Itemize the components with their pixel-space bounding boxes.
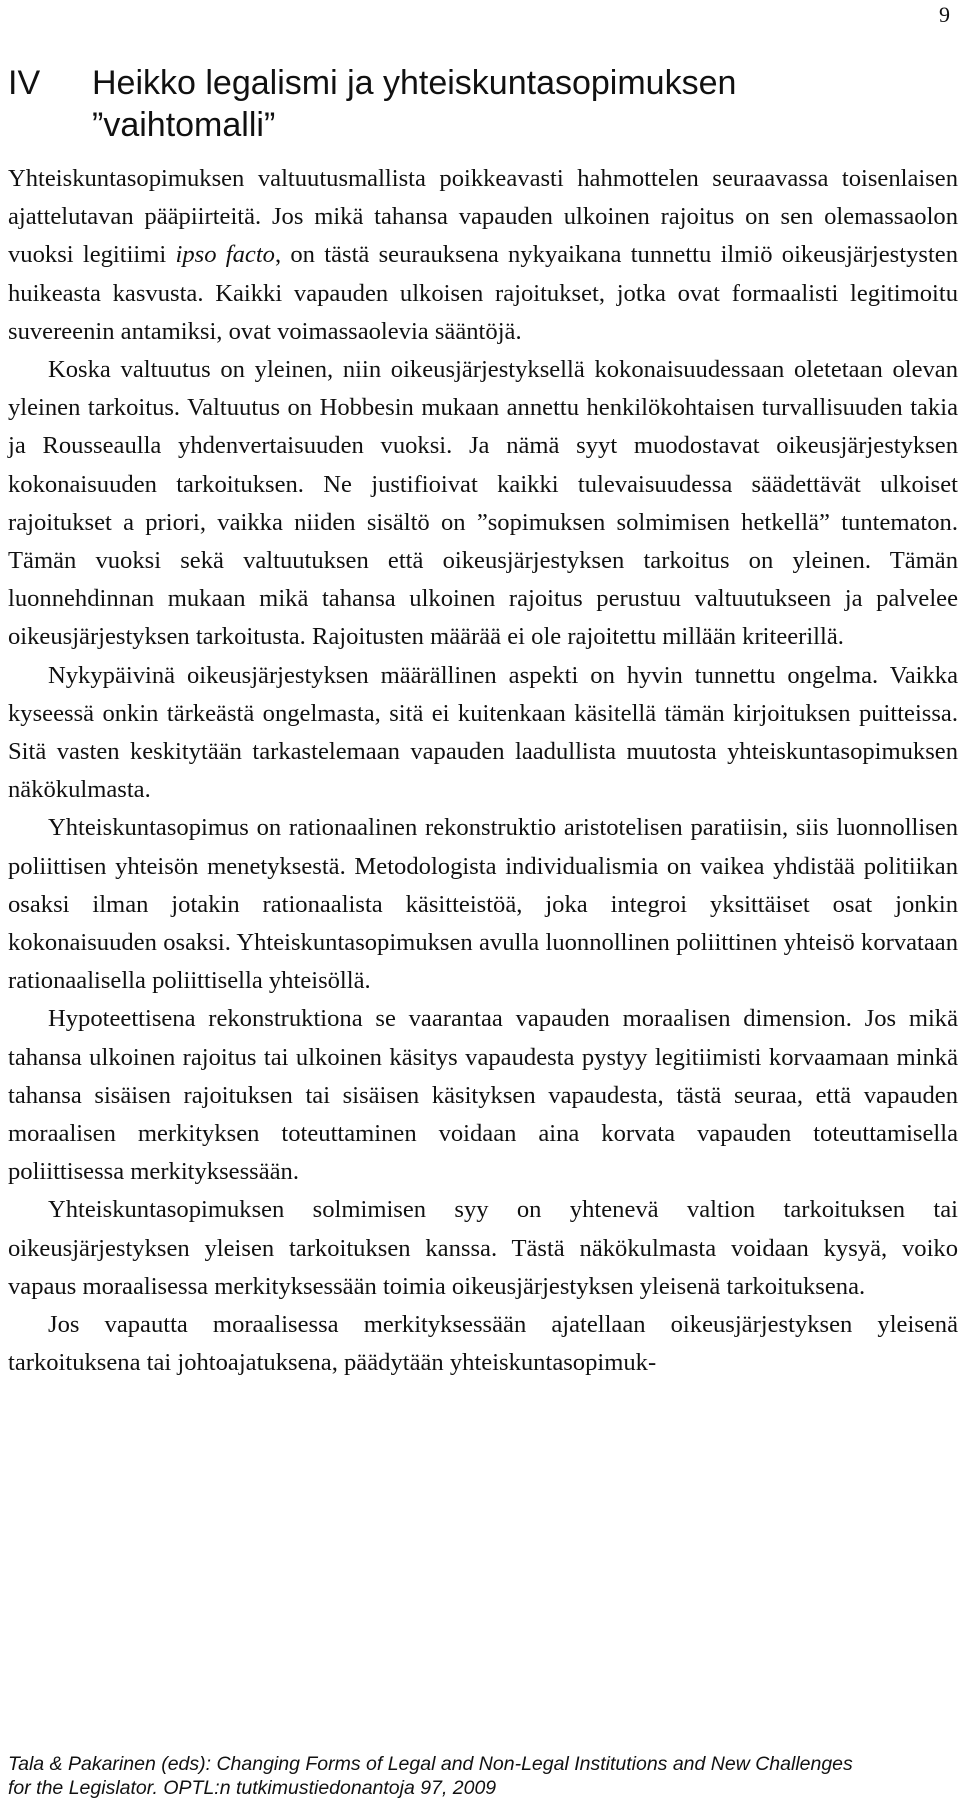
paragraph-5: Hypoteettisena rekonstruktiona se vaarantaa vapauden moraalisen dimension. Jos mikä tahansa ulkoinen rajoitus tai ulkoinen käsitys vapaudesta pystyy legitiimisti korvaamaan minkä tahansa sisäisen rajoituksen tai sisäisen käsityksen vapaudesta, tästä seuraa, että vapauden moraalisen merkityksen toteuttaminen voidaan aina korvata vapauden toteuttamisella poliittisessa merkityksessään. [8, 1005, 958, 1186]
paragraph-1 [8, 160, 958, 351]
section-number: IV [8, 64, 41, 102]
footer-line-2: for the Legislator. OPTL:n tutkimustiedonantoja 97, 2009 [8, 1777, 497, 1799]
paragraph-1-text-a: Yhteiskuntasopimuksen valtuutusmallista poikkeavasti hahmottelen seuraavassa toisenlaisen ajattelutavan pääpiirteitä. Jos mikä tahansa vapauden ulkoinen rajoitus on sen olemassaolon vuoksi legitiimi [8, 165, 958, 269]
page-footer [8, 1752, 958, 1800]
section-title: Heikko legalismi ja yhteiskuntasopimuksen ”vaihtomalli” [92, 64, 737, 144]
paragraph-6: Yhteiskuntasopimuksen solmimisen syy on yhtenevä valtion tarkoituksen tai oikeusjärjestyksen yleisen tarkoituksen kanssa. Tästä näkökulmasta voidaan kysyä, voiko vapaus moraalisessa merkityksessään toimia oikeusjärjestyksen yleisenä tarkoituksena. [8, 1196, 958, 1300]
paragraph-3: Nykypäivinä oikeusjärjestyksen määrällinen aspekti on hyvin tunnettu ongelma. Vaikka kyseessä onkin tärkeästä ongelmasta, sitä ei kuitenkaan käsitellä tämän kirjoituksen puitteissa. Sitä vasten keskitytään tarkastelemaan vapauden laadullista muutosta yhteiskuntasopimuksen näkökulmasta. [8, 661, 958, 804]
paragraph-2: Koska valtuutus on yleinen, niin oikeusjärjestyksellä kokonaisuudessaan oletetaan olevan yleinen tarkoitus. Valtuutus on Hobbesin mukaan annettu henkilökohtaisen turvallisuuden takia ja Rousseaulla yhdenvertaisuuden vuoksi. Ja nämä syyt muodostavat oikeusjärjestyksen kokonaisuuden tarkoituksen. Ne justifioivat kaikki tulevaisuudessa säädettävät ulkoiset rajoitukset a priori, vaikka niiden sisältö on ”sopimuksen solmimisen hetkellä” tuntematon. Tämän vuoksi sekä valtuutuksen että oikeusjärjestyksen tarkoitus on yleinen. Tämän luonnehdinnan mukaan mikä tahansa ulkoinen rajoitus perustuu valtuutukseen ja palvelee oikeusjärjestyksen tarkoitusta. Rajoitusten määrää ei ole rajoitettu millään kriteerillä. [8, 356, 958, 651]
paragraph-7: Jos vapautta moraalisessa merkityksessään ajatellaan oikeusjärjestyksen yleisenä tarkoituksena tai johtoajatuksena, päädytään yhteiskuntasopimuk- [8, 1311, 958, 1377]
paragraph-1-text-b: , on tästä seurauksena nykyaikana tunnettu ilmiö oikeusjärjestysten huikeasta kasvusta. Kaikki vapauden ulkoisen rajoitukset, jotka ovat formaalisti legitimoitu suvereenin antamiksi, ovat voimassaolevia sääntöjä. [8, 241, 958, 345]
body-text [8, 160, 958, 1383]
paragraph-1-italic: ipso facto [175, 241, 275, 269]
page-number: 9 [939, 2, 950, 27]
footer-line-1: Tala & Pakarinen (eds): Changing Forms of Legal and Non-Legal Institutions and New Challenges [8, 1753, 853, 1775]
paragraph-4: Yhteiskuntasopimus on rationaalinen rekonstruktio aristotelisen paratiisin, siis luonnollisen poliittisen yhteisön menetyksestä. Metodologista individualismia on vaikea yhdistää politiikan osaksi ilman jotakin rationaalista käsitteistöä, joka integroi yksittäiset osat jonkin kokonaisuuden osaksi. Yhteiskuntasopimuksen avulla luonnollinen poliittinen yhteisö korvataan rationaalisella poliittisella yhteisöllä. [8, 814, 958, 995]
